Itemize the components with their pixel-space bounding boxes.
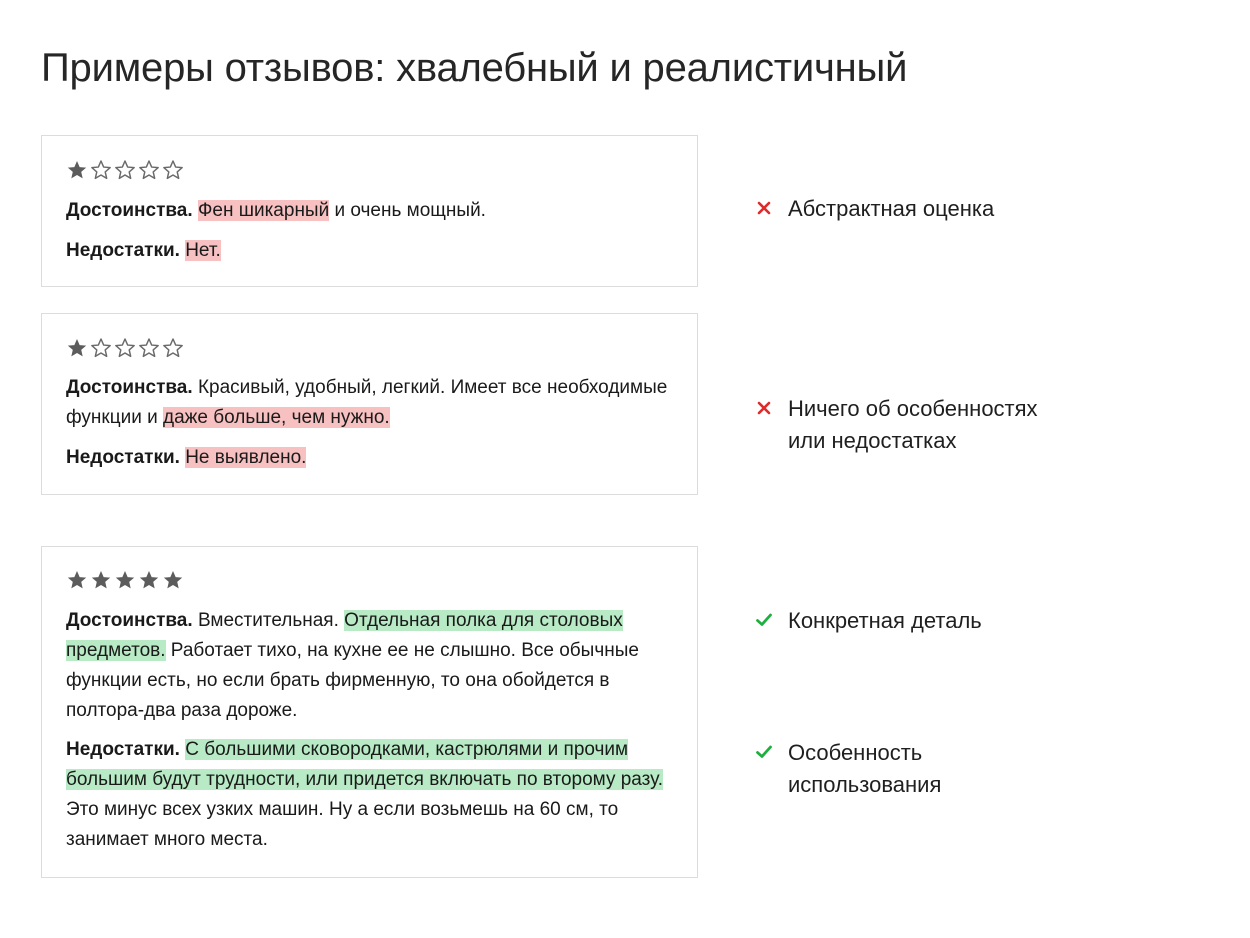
advantages-label: Достоинства.	[66, 610, 193, 631]
star-empty-icon	[114, 337, 136, 359]
verdict-item	[755, 605, 982, 637]
review-disadvantages	[66, 443, 677, 473]
highlighted-phrase: Нет.	[185, 240, 221, 261]
review-advantages	[66, 373, 677, 433]
highlighted-phrase: С большими сковородками, кастрюлями и прочим большим будут трудности, или придется включать по второму разу.	[66, 739, 664, 790]
advantages-text	[198, 200, 486, 221]
star-filled-icon	[114, 569, 136, 591]
star-filled-icon	[138, 569, 160, 591]
check-icon	[755, 611, 773, 629]
review-text: и очень мощный.	[329, 200, 486, 221]
check-icon	[755, 743, 773, 761]
star-filled-icon	[90, 569, 112, 591]
cross-icon	[755, 399, 773, 417]
verdict-text: Особенность использования	[788, 740, 942, 797]
star-empty-icon	[114, 159, 136, 181]
verdict-item	[755, 737, 941, 801]
star-empty-icon	[90, 159, 112, 181]
verdict-text: Абстрактная оценка	[788, 196, 995, 221]
review-disadvantages	[66, 735, 677, 855]
review-disadvantages	[66, 236, 677, 266]
star-empty-icon	[90, 337, 112, 359]
review-advantages	[66, 606, 677, 726]
star-empty-icon	[138, 337, 160, 359]
verdict-text: Конкретная деталь	[788, 608, 982, 633]
star-empty-icon	[162, 337, 184, 359]
star-empty-icon	[138, 159, 160, 181]
review-text: Вместительная.	[197, 610, 345, 631]
cross-icon	[755, 199, 773, 217]
highlighted-phrase: Не выявлено.	[185, 447, 307, 468]
highlighted-phrase: Отдельная полка для столовых предметов.	[66, 610, 623, 661]
page-title: Примеры отзывов: хвалебный и реалистичный	[41, 46, 908, 90]
disadvantages-text	[185, 447, 306, 468]
verdict-item	[755, 393, 1038, 457]
disadvantages-label: Недостатки.	[66, 447, 180, 468]
disadvantages-text	[185, 240, 221, 261]
review-text: Красивый, удобный, легкий. Имеет все необходимые функции и	[66, 377, 668, 428]
review-card	[41, 546, 698, 878]
review-text: Это минус всех узких машин. Ну а если возьмешь на 60 см, то занимает много места.	[66, 799, 619, 850]
star-filled-icon	[66, 569, 88, 591]
highlighted-phrase: Фен шикарный	[197, 200, 330, 221]
star-filled-icon	[162, 569, 184, 591]
verdict-text: Ничего об особенностях или недостатках	[788, 396, 1038, 453]
star-filled-icon	[66, 337, 88, 359]
star-rating	[66, 159, 184, 181]
star-empty-icon	[162, 159, 184, 181]
review-text: Работает тихо, на кухне ее не слышно. Все обычные функции есть, но если брать фирменную, то она обойдется в полтора-два раза дороже.	[66, 640, 639, 721]
review-card	[41, 135, 698, 287]
review-card	[41, 313, 698, 495]
highlighted-phrase: даже больше, чем нужно.	[163, 407, 390, 428]
star-filled-icon	[66, 159, 88, 181]
review-advantages	[66, 196, 677, 226]
advantages-label: Достоинства.	[66, 200, 193, 221]
disadvantages-label: Недостатки.	[66, 739, 180, 760]
verdict-item	[755, 193, 994, 225]
advantages-label: Достоинства.	[66, 377, 193, 398]
disadvantages-label: Недостатки.	[66, 240, 180, 261]
star-rating	[66, 569, 184, 591]
star-rating	[66, 337, 184, 359]
